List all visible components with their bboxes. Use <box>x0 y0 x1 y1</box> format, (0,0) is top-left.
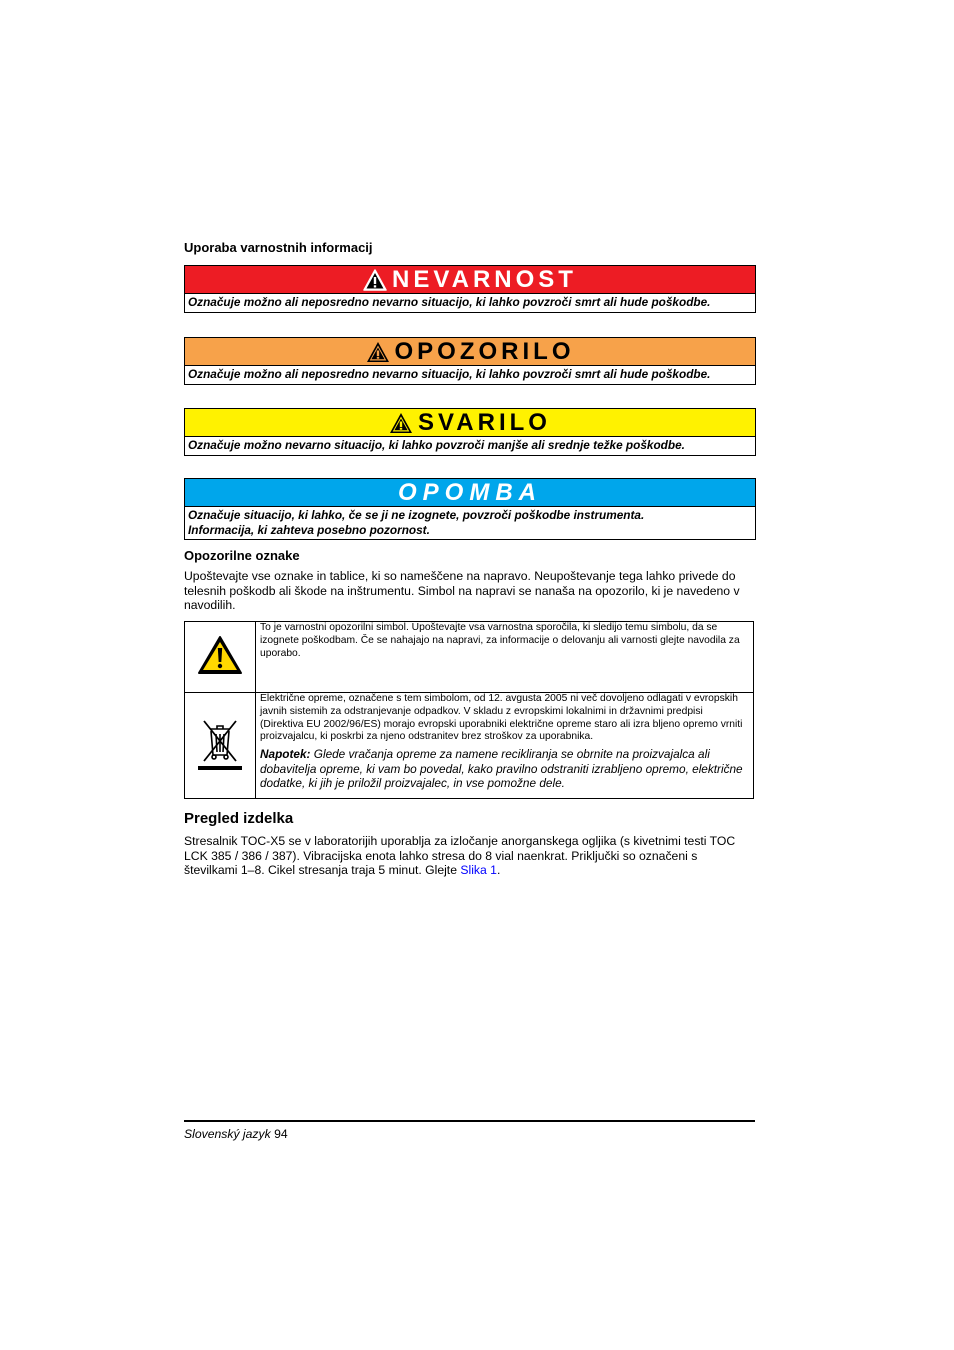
danger-banner <box>185 266 755 294</box>
warning-triangle-icon <box>197 635 243 675</box>
note <box>260 747 749 791</box>
symbol-icon-cell <box>185 693 256 799</box>
symbol-description: To je varnostni opozorilni simbol. Upoštevajte vsa varnostna sporočila, ki sledijo temu simbolu, da se izognete poškodbam. Če se nahajajo na napravi, za informacije o delovanju ali varnosti glejte navodila za uporabo. <box>256 622 754 693</box>
note-text: Glede vračanja opreme za namene recikliranja se obrnite na proizvajalca ali dobavitelja opreme, ki vam bo povedal, kako pravilno odstraniti izrabljeno opremo, električne dodatke, ki jih je priložil proizvajalec, in vse pomožne dele. <box>260 747 743 791</box>
notice-box <box>184 478 756 540</box>
labels-paragraph: Upoštevajte vse oznake in tablice, ki so nameščene na napravo. Neupoštevanje tega lahko privede do telesnih poškodb ali škode na inštrumentu. Simbol na napravi se nanaša na opozorilo, ki je navedeno v navodilih. <box>184 569 740 612</box>
warning-box <box>184 337 756 385</box>
notice-line-1: Označuje situacijo, ki lahko, če se ji ne izognete, povzroči poškodbe instrumenta. <box>188 508 645 522</box>
section-heading-safety-info: Uporaba varnostnih informacij <box>184 240 373 255</box>
section-heading-product-overview: Pregled izdelka <box>184 810 294 827</box>
footer-language: Slovenský jazyk <box>184 1127 271 1141</box>
danger-box <box>184 265 756 313</box>
notice-text <box>185 507 755 539</box>
notice-line-2: Informacija, ki zahteva posebno pozornost. <box>188 522 430 537</box>
footer-divider <box>184 1120 755 1122</box>
caution-banner <box>185 409 755 437</box>
danger-title: NEVARNOST <box>392 265 577 293</box>
danger-text: Označuje možno ali neposredno nevarno situacijo, ki lahko povzroči smrt ali hude poškodbe. <box>188 295 711 309</box>
symbol-row <box>185 693 754 799</box>
symbol-row <box>185 622 754 693</box>
warning-triangle-icon <box>363 269 387 291</box>
warning-triangle-icon <box>366 341 390 363</box>
overview-paragraph <box>184 834 754 878</box>
note-label: Napotek: <box>260 747 311 762</box>
caution-text: Označuje možno nevarno situacijo, ki lahko povzroči manjše ali srednje težke poškodbe. <box>188 438 685 452</box>
weee-text: Električne opreme, označene s tem simbolom, od 12. avgusta 2005 ni več dovoljeno odlagati v evropskih javnih sistemih za odstranjevanje odpadkov. V skladu z evropskimi lokalnimi in državnimi predpisi (Direktiva EU 2002/96/ES) morajo evropski uporabniki električne opreme staro ali izra bljeno opremo vrniti proizvajalcu, ki poskrbi za njeno odstranitev brez stroškov za uporabnika. <box>260 693 743 743</box>
warning-banner <box>185 338 755 366</box>
section-heading-warning-labels: Opozorilne oznake <box>184 548 300 563</box>
warning-triangle-icon <box>389 412 413 434</box>
notice-banner <box>185 479 755 507</box>
crossed-bin-icon <box>196 715 244 771</box>
overview-text: Stresalnik TOC-X5 se v laboratorijih uporablja za izločanje anorganskega ogljika (s kivetnimi testi TOC LCK 385 / 386 / 387). Vibracijska enota lahko stresa do 8 vial naenkrat. Priključki so označeni s številkami 1–8. Cikel stresanja traja 5 minut. Glejte <box>184 834 736 877</box>
caution-title: SVARILO <box>418 408 551 436</box>
symbol-icon-cell <box>185 622 256 693</box>
notice-title: OPOMBA <box>398 478 542 506</box>
figure-link[interactable]: Slika 1 <box>460 863 497 877</box>
warning-text: Označuje možno ali neposredno nevarno situacijo, ki lahko povzroči smrt ali hude poškodbe. <box>188 367 711 381</box>
page-number: 94 <box>274 1127 288 1141</box>
footer <box>184 1127 288 1141</box>
symbol-description <box>256 693 754 799</box>
warning-title: OPOZORILO <box>394 337 575 365</box>
overview-end: . <box>496 863 501 877</box>
caution-box <box>184 408 756 456</box>
symbols-table <box>184 621 754 799</box>
